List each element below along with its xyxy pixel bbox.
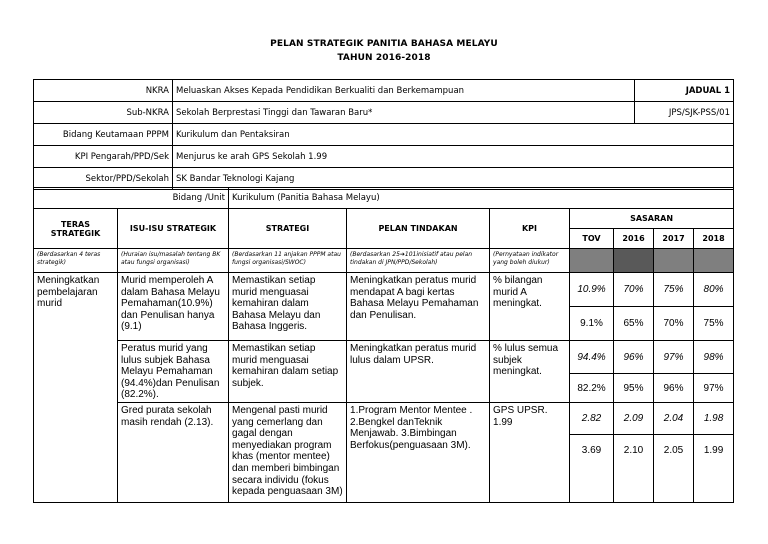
shaded-cell bbox=[614, 249, 654, 273]
target-2018: 75% bbox=[694, 307, 734, 341]
target-2016: 70% bbox=[614, 273, 654, 307]
target-2018: 98% bbox=[694, 341, 734, 374]
header-pelan: PELAN TINDAKAN bbox=[347, 209, 490, 249]
note-isu: (Huraian isu/masalah tentang BK atau fungsi organisasi) bbox=[118, 249, 229, 273]
document-code: JPS/SJK-PSS/01 bbox=[635, 102, 734, 124]
table-row bbox=[34, 341, 734, 374]
note-teras: (Berdasarkan 4 teras strategik) bbox=[34, 249, 118, 273]
strategic-plan-table bbox=[33, 187, 734, 503]
target-2016: 95% bbox=[614, 374, 654, 403]
header-2016: 2016 bbox=[614, 229, 654, 249]
table-row bbox=[34, 403, 734, 435]
isu-cell: Gred purata sekolah masih rendah (2.13). bbox=[118, 403, 229, 503]
target-2017: 75% bbox=[654, 273, 694, 307]
kpi-row bbox=[34, 146, 734, 168]
header-2017: 2017 bbox=[654, 229, 694, 249]
target-2017: 96% bbox=[654, 374, 694, 403]
strategi-cell: Mengenal pasti murid yang cemerlang dan gagal dengan menyediakan program khas (mentor mentee) dan memberi bimbingan secara individu (fokus kepada penguasaan 3M) bbox=[229, 403, 347, 503]
target-2017: 70% bbox=[654, 307, 694, 341]
notes-row bbox=[34, 249, 734, 273]
kpi-pengarah-label: KPI Pengarah/PPD/Sek bbox=[34, 146, 173, 168]
kpi-cell: GPS UPSR. 1.99 bbox=[490, 403, 570, 503]
teras-cell: Meningkatkan pembelajaran murid bbox=[34, 273, 118, 503]
target-2017: 2.04 bbox=[654, 403, 694, 435]
sektor-value: SK Bandar Teknologi Kajang bbox=[173, 168, 734, 190]
kpi-pengarah-value: Menjurus ke arah GPS Sekolah 1.99 bbox=[173, 146, 734, 168]
subnkra-row bbox=[34, 102, 734, 124]
target-2017: 2.05 bbox=[654, 435, 694, 503]
header-sasaran: SASARAN bbox=[570, 209, 734, 229]
header-kpi: KPI bbox=[490, 209, 570, 249]
subnkra-value: Sekolah Berprestasi Tinggi dan Tawaran Baru* bbox=[173, 102, 635, 124]
table-row bbox=[34, 273, 734, 307]
pelan-cell: 1.Program Mentor Mentee . 2.Bengkel danTeknik Menjawab. 3.Bimbingan Berfokus(penguasaan 3M). bbox=[347, 403, 490, 503]
tov-value: 3.69 bbox=[570, 435, 614, 503]
note-strategi: (Berdasarkan 11 anjakan PPPM atau fungsi organisasi/SWOC) bbox=[229, 249, 347, 273]
strategi-cell: Memastikan setiap murid menguasai kemahiran dalam setiap subjek. bbox=[229, 341, 347, 403]
shaded-cell bbox=[570, 249, 614, 273]
tov-value: 2.82 bbox=[570, 403, 614, 435]
unit-row bbox=[34, 188, 734, 209]
pelan-cell: Meningkatkan peratus murid mendapat A bagi kertas Bahasa Melayu Pemahaman dan Penulisan. bbox=[347, 273, 490, 341]
target-2018: 97% bbox=[694, 374, 734, 403]
target-2016: 2.10 bbox=[614, 435, 654, 503]
unit-value: Kurikulum (Panitia Bahasa Melayu) bbox=[229, 188, 734, 209]
nkra-row bbox=[34, 80, 734, 102]
info-table bbox=[33, 79, 734, 190]
tov-value: 82.2% bbox=[570, 374, 614, 403]
document-year: TAHUN 2016-2018 bbox=[337, 53, 431, 63]
bidang-label: Bidang Keutamaan PPPM bbox=[34, 124, 173, 146]
tov-value: 10.9% bbox=[570, 273, 614, 307]
target-2018: 1.98 bbox=[694, 403, 734, 435]
subnkra-label: Sub-NKRA bbox=[34, 102, 173, 124]
unit-label: Bidang /Unit bbox=[34, 188, 229, 209]
tov-value: 9.1% bbox=[570, 307, 614, 341]
bidang-row bbox=[34, 124, 734, 146]
shaded-cell bbox=[654, 249, 694, 273]
header-teras: TERAS STRATEGIK bbox=[34, 209, 118, 249]
isu-cell: Peratus murid yang lulus subjek Bahasa Melayu Pemahaman (94.4%)dan Penulisan (82.2%). bbox=[118, 341, 229, 403]
isu-cell: Murid memperoleh A dalam Bahasa Melayu Pemahaman(10.9%) dan Penulisan hanya (9.1) bbox=[118, 273, 229, 341]
kpi-cell: % lulus semua subjek meningkat. bbox=[490, 341, 570, 403]
target-2016: 65% bbox=[614, 307, 654, 341]
target-2016: 2.09 bbox=[614, 403, 654, 435]
note-pelan: (Berdasarkan 25➔101inisiatif atau pelan tindakan di JPN/PPD/Sekolah) bbox=[347, 249, 490, 273]
target-2016: 96% bbox=[614, 341, 654, 374]
jadual-label: JADUAL 1 bbox=[635, 80, 734, 102]
header-row bbox=[34, 209, 734, 229]
target-2017: 97% bbox=[654, 341, 694, 374]
shaded-cell bbox=[694, 249, 734, 273]
header-2018: 2018 bbox=[694, 229, 734, 249]
header-isu: ISU-ISU STRATEGIK bbox=[118, 209, 229, 249]
tov-value: 94.4% bbox=[570, 341, 614, 374]
target-2018: 80% bbox=[694, 273, 734, 307]
header-tov: TOV bbox=[570, 229, 614, 249]
kpi-cell: % bilangan murid A meningkat. bbox=[490, 273, 570, 341]
sektor-label: Sektor/PPD/Sekolah bbox=[34, 168, 173, 190]
document-title: PELAN STRATEGIK PANITIA BAHASA MELAYU bbox=[270, 39, 498, 49]
nkra-value: Meluaskan Akses Kepada Pendidikan Berkualiti dan Berkemampuan bbox=[173, 80, 635, 102]
nkra-label: NKRA bbox=[34, 80, 173, 102]
pelan-cell: Meningkatkan peratus murid lulus dalam UPSR. bbox=[347, 341, 490, 403]
bidang-value: Kurikulum dan Pentaksiran bbox=[173, 124, 734, 146]
note-kpi: (Pernyataan indikator yang boleh diukur) bbox=[490, 249, 570, 273]
header-strategi: STRATEGI bbox=[229, 209, 347, 249]
strategi-cell: Memastikan setiap murid menguasai kemahiran dalam Bahasa Melayu dan Bahasa Inggeris. bbox=[229, 273, 347, 341]
target-2018: 1.99 bbox=[694, 435, 734, 503]
